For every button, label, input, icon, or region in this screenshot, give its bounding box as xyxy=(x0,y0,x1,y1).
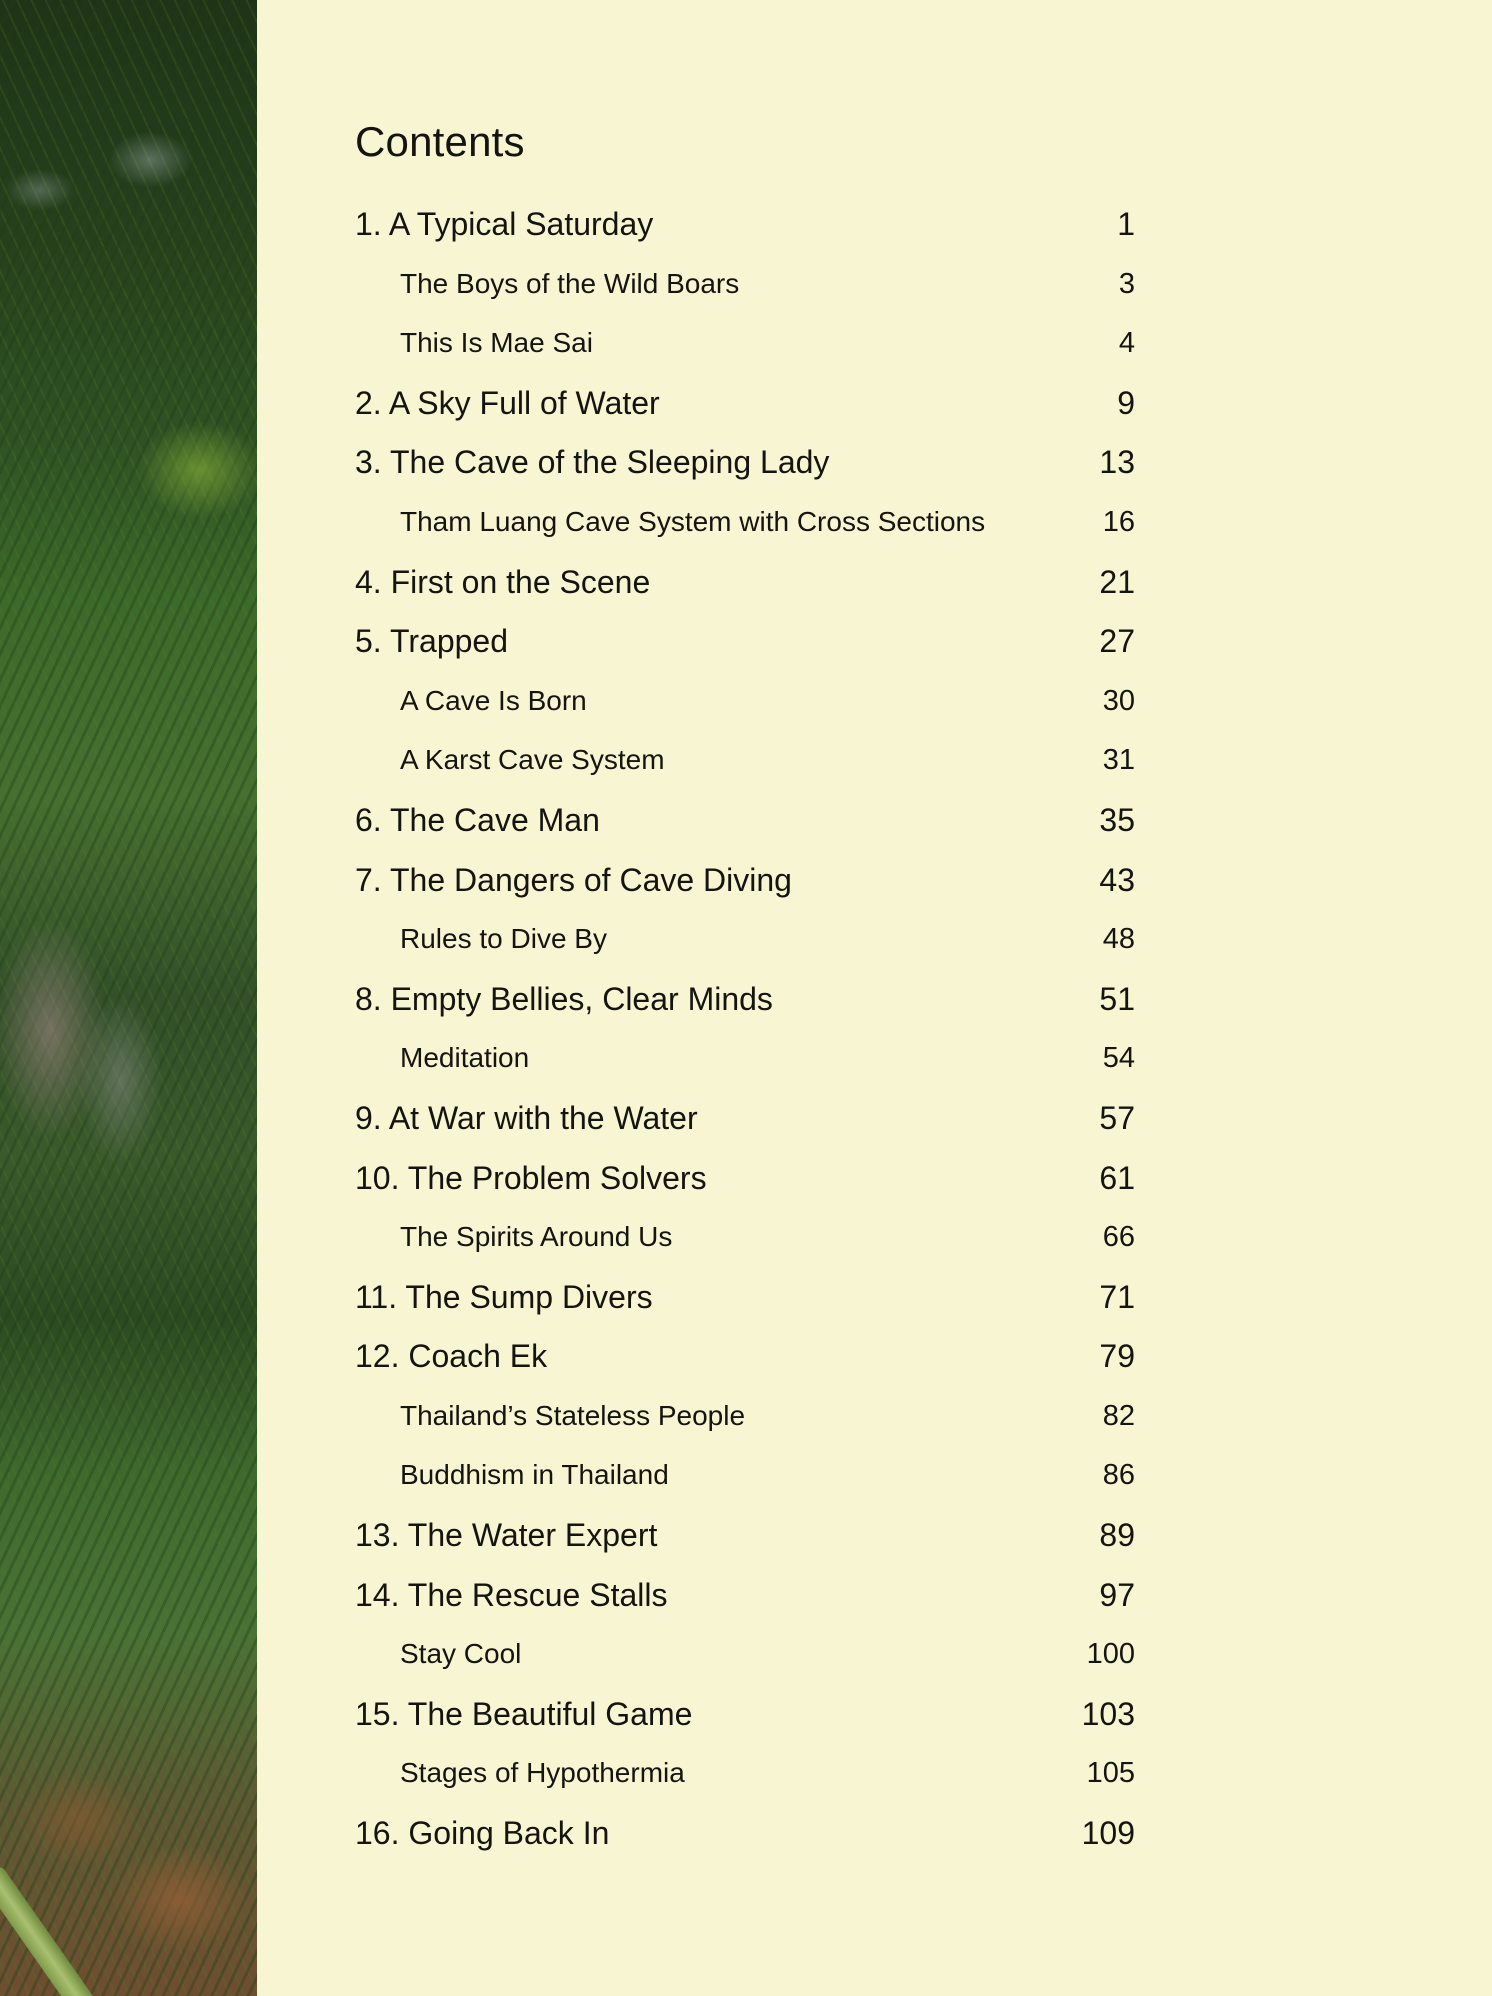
toc-entry-label: Buddhism in Thailand xyxy=(400,1459,669,1491)
toc-entry-section[interactable] xyxy=(355,1392,1135,1452)
toc-entry-label: Stages of Hypothermia xyxy=(400,1757,685,1789)
toc-entry-page: 109 xyxy=(1081,1815,1135,1852)
toc-entry-page: 9 xyxy=(1117,384,1135,421)
toc-entry-section[interactable] xyxy=(355,1630,1135,1690)
toc-entry-section[interactable] xyxy=(355,498,1135,558)
toc-entry-chapter[interactable] xyxy=(355,975,1135,1035)
toc-entry-chapter[interactable] xyxy=(355,1690,1135,1750)
toc-entry-label: 6. The Cave Man xyxy=(355,801,600,838)
toc-entry-label: A Karst Cave System xyxy=(400,744,665,776)
toc-entry-chapter[interactable] xyxy=(355,200,1135,260)
toc-entry-page: 100 xyxy=(1086,1638,1135,1671)
toc-entry-label: 2. A Sky Full of Water xyxy=(355,384,660,421)
toc-entry-page: 105 xyxy=(1086,1757,1135,1790)
page-title: Contents xyxy=(355,118,525,165)
toc-entry-label: 1. A Typical Saturday xyxy=(355,206,654,242)
toc-entry-chapter[interactable] xyxy=(355,1571,1135,1631)
toc-entry-page: 103 xyxy=(1081,1695,1135,1732)
toc-entry-label: 14. The Rescue Stalls xyxy=(355,1576,668,1613)
toc-entry-label: 5. Trapped xyxy=(355,623,508,660)
toc-entry-label: The Boys of the Wild Boars xyxy=(400,267,740,299)
toc-entry-label: 13. The Water Expert xyxy=(355,1517,658,1554)
toc-entry-page: 97 xyxy=(1099,1576,1135,1613)
toc-entry-label: 4. First on the Scene xyxy=(355,563,651,600)
toc-entry-chapter[interactable] xyxy=(355,379,1135,439)
toc-entry-page: 31 xyxy=(1102,744,1135,777)
toc-entry-label: 15. The Beautiful Game xyxy=(355,1695,693,1732)
toc-entry-label: The Spirits Around Us xyxy=(400,1221,673,1253)
toc-entry-page: 3 xyxy=(1118,267,1135,300)
toc-entry-page: 21 xyxy=(1099,563,1135,600)
toc-entry-label: Meditation xyxy=(400,1042,530,1074)
toc-entry-page: 54 xyxy=(1102,1042,1135,1075)
toc-entry-chapter[interactable] xyxy=(355,438,1135,498)
toc-list xyxy=(355,200,1135,1869)
toc-entry-label: Tham Luang Cave System with Cross Sections xyxy=(400,505,986,537)
toc-entry-section[interactable] xyxy=(355,1213,1135,1273)
toc-entry-label: 16. Going Back In xyxy=(355,1815,610,1852)
toc-entry-page: 16 xyxy=(1102,505,1135,538)
toc-entry-label: Stay Cool xyxy=(400,1638,522,1670)
toc-entry-chapter[interactable] xyxy=(355,1154,1135,1214)
toc-entry-page: 30 xyxy=(1102,684,1135,717)
toc-entry-label: 8. Empty Bellies, Clear Minds xyxy=(355,980,773,1017)
toc-entry-section[interactable] xyxy=(355,260,1135,320)
toc-entry-section[interactable] xyxy=(355,677,1135,737)
toc-entry-section[interactable] xyxy=(355,736,1135,796)
toc-entry-chapter[interactable] xyxy=(355,796,1135,856)
toc-entry-chapter[interactable] xyxy=(355,1094,1135,1154)
toc-entry-label: This Is Mae Sai xyxy=(400,327,593,359)
toc-entry-chapter[interactable] xyxy=(355,856,1135,916)
toc-entry-label: 9. At War with the Water xyxy=(355,1099,698,1136)
toc-entry-chapter[interactable] xyxy=(355,1511,1135,1571)
toc-entry-page: 66 xyxy=(1102,1221,1135,1254)
toc-entry-section[interactable] xyxy=(355,319,1135,379)
toc-entry-label: 3. The Cave of the Sleeping Lady xyxy=(355,444,830,481)
toc-entry-label: A Cave Is Born xyxy=(400,684,587,716)
toc-entry-page: 86 xyxy=(1102,1459,1135,1492)
toc-entry-label: Thailand’s Stateless People xyxy=(400,1399,746,1431)
toc-entry-chapter[interactable] xyxy=(355,558,1135,618)
toc-entry-page: 51 xyxy=(1099,980,1135,1017)
toc-entry-page: 43 xyxy=(1099,861,1135,898)
toc-entry-section[interactable] xyxy=(355,1749,1135,1809)
toc-entry-page: 71 xyxy=(1099,1278,1135,1315)
toc-entry-chapter[interactable] xyxy=(355,617,1135,677)
toc-entry-page: 48 xyxy=(1102,923,1135,956)
toc-entry-chapter[interactable] xyxy=(355,1332,1135,1392)
toc-entry-chapter[interactable] xyxy=(355,1273,1135,1333)
toc-entry-section[interactable] xyxy=(355,1034,1135,1094)
toc-entry-page: 79 xyxy=(1099,1338,1135,1375)
bamboo-stalk-detail xyxy=(0,1865,105,1996)
toc-entry-page: 13 xyxy=(1099,444,1135,481)
toc-entry-page: 61 xyxy=(1099,1159,1135,1196)
toc-entry-section[interactable] xyxy=(355,1451,1135,1511)
toc-entry-page: 27 xyxy=(1099,623,1135,660)
toc-entry-page: 35 xyxy=(1099,801,1135,838)
toc-entry-label: 12. Coach Ek xyxy=(355,1338,548,1375)
toc-entry-label: 10. The Problem Solvers xyxy=(355,1159,707,1196)
toc-entry-page: 89 xyxy=(1099,1517,1135,1554)
toc-entry-label: 7. The Dangers of Cave Diving xyxy=(355,861,792,898)
toc-entry-section[interactable] xyxy=(355,915,1135,975)
toc-entry-page: 82 xyxy=(1102,1399,1135,1432)
bamboo-jungle-photo xyxy=(0,0,257,1996)
toc-entry-page: 1 xyxy=(1117,206,1135,242)
toc-entry-label: 11. The Sump Divers xyxy=(355,1278,653,1315)
toc-entry-page: 4 xyxy=(1118,327,1135,360)
toc-entry-label: Rules to Dive By xyxy=(400,923,607,955)
toc-entry-chapter[interactable] xyxy=(355,1809,1135,1869)
toc-entry-page: 57 xyxy=(1099,1099,1135,1136)
